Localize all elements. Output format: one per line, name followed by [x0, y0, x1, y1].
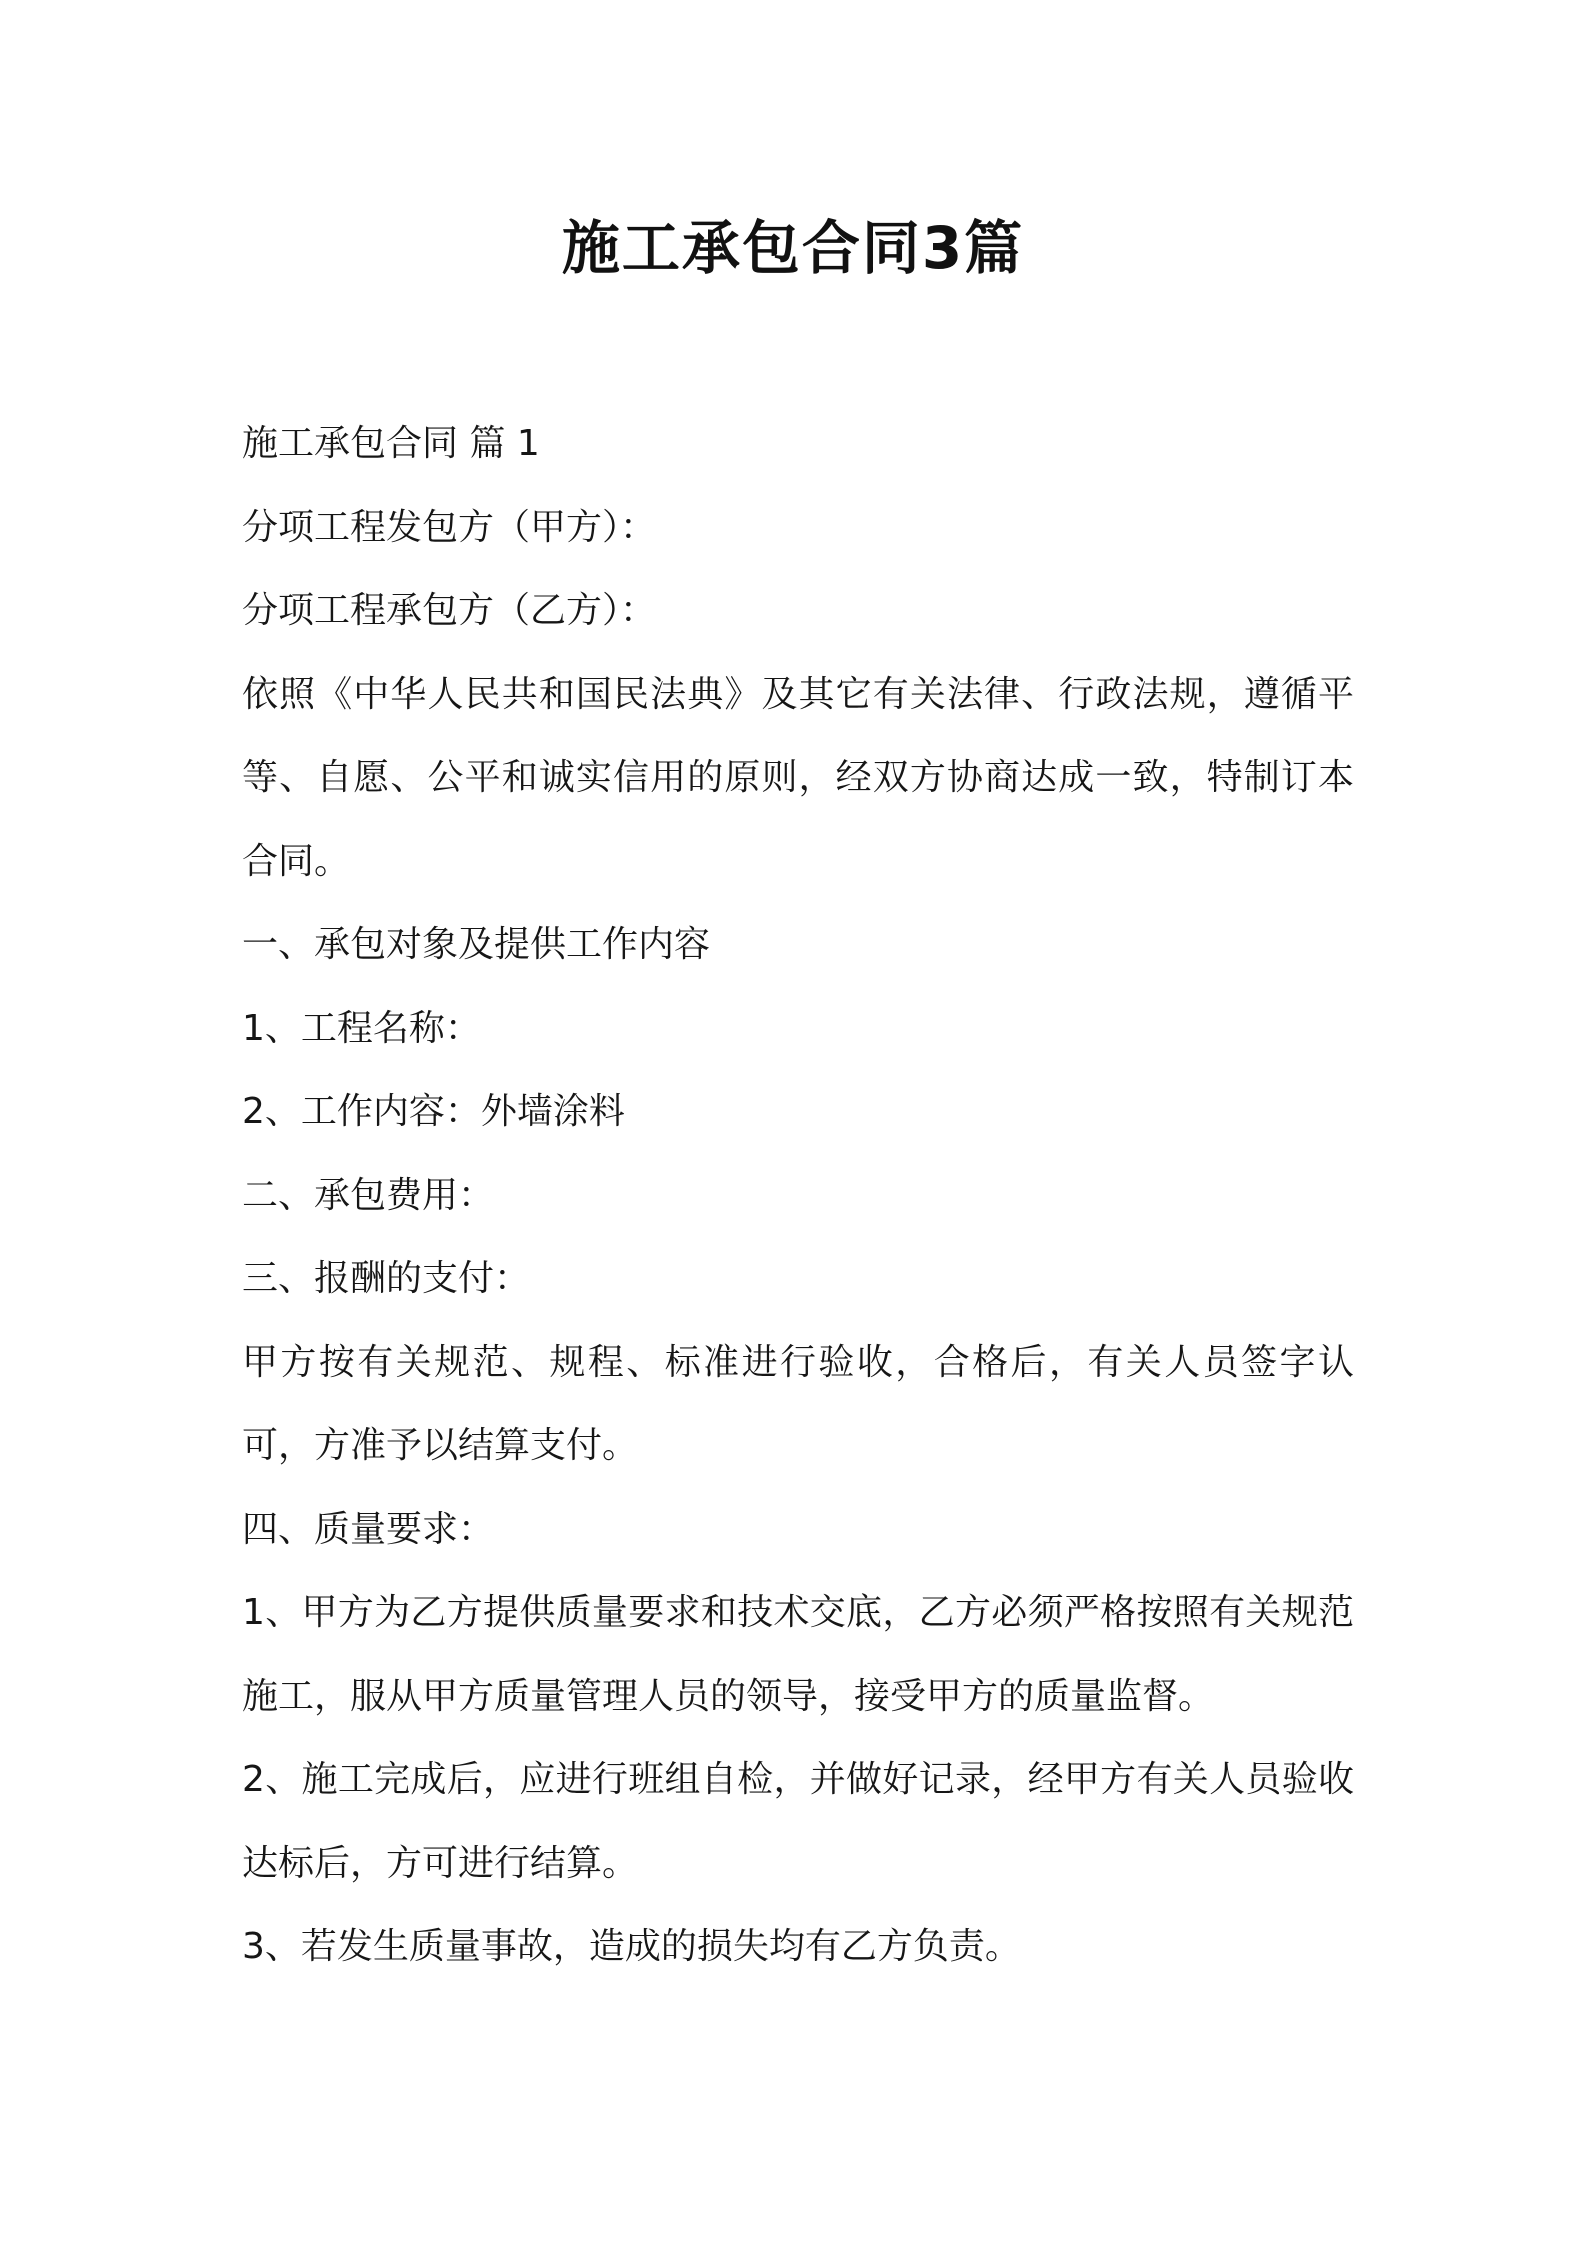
document-title: 施工承包合同3篇: [561, 214, 1025, 282]
party-a-line: 分项工程发包方（甲方）：: [242, 506, 657, 548]
clause-item: 1、工程名称：: [242, 1007, 481, 1049]
clause-heading: 三、报酬的支付：: [242, 1258, 531, 1299]
preamble-paragraph: 依照《中华人民共和国民法典》及其它有关法律、行政法规，遵循平等、自愿、公平和诚实信用的原则，经双方协商达成一致，特制订本合同。: [242, 673, 1354, 882]
clause-heading: 一、承包对象及提供工作内容: [242, 924, 711, 965]
clause-item: 2、施工完成后，应进行班组自检，并做好记录，经甲方有关人员验收达标后，方可进行结算。: [242, 1759, 1354, 1884]
clause-item: 3、若发生质量事故，造成的损失均有乙方负责。: [242, 1926, 1021, 1967]
party-b-line: 分项工程承包方（乙方）：: [242, 590, 657, 631]
clause-paragraph: 甲方按有关规范、规程、标准进行验收，合格后，有关人员签字认可，方准予以结算支付。: [242, 1341, 1354, 1466]
clause-item: 2、工作内容：外墙涂料: [242, 1091, 625, 1132]
document-body: [242, 402, 1354, 1989]
section-heading: 施工承包合同 篇 1: [242, 423, 540, 464]
clause-item: 1、甲方为乙方提供质量要求和技术交底，乙方必须严格按照有关规范施工，服从甲方质量管理人员的领导，接受甲方的质量监督。: [242, 1592, 1354, 1717]
clause-heading: 四、质量要求：: [242, 1508, 495, 1550]
clause-heading: 二、承包费用：: [242, 1174, 495, 1216]
